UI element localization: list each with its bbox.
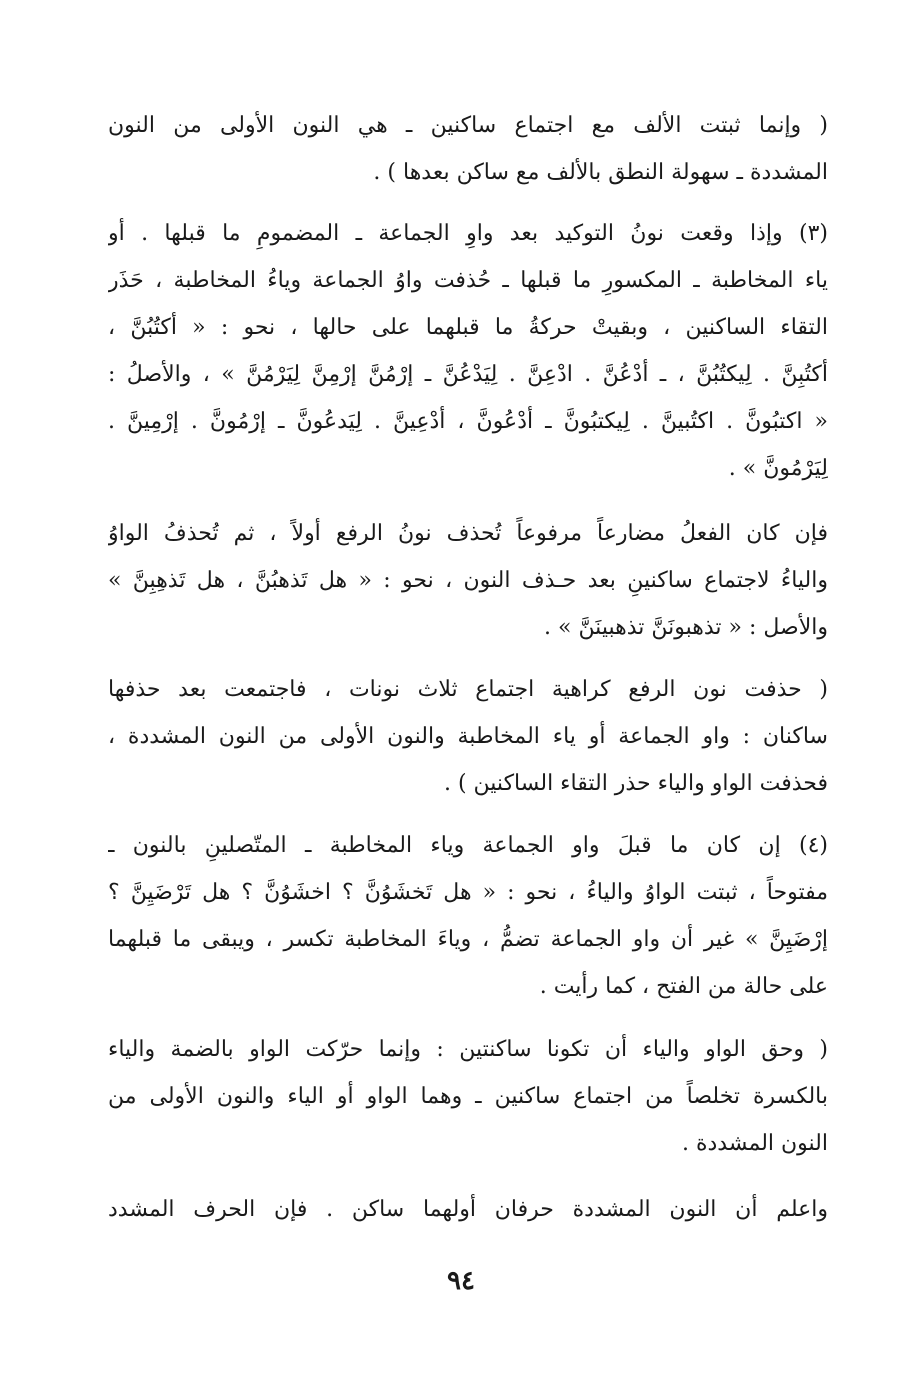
paragraph-3 (108, 510, 828, 651)
text-line: على حالة من الفتح ، كما رأيت . (539, 974, 828, 999)
text-line: بالكسرة تخلصاً من اجتماع ساكنين ـ وهما الواو أو الياء والنون الأولى من (108, 1084, 828, 1109)
page-number: ٩٤ (447, 1266, 475, 1296)
text-line: (٤) إن كان ما قبلَ واو الجماعة وياء المخاطبة ـ المتّصلينِ بالنون ـ (108, 833, 828, 858)
text-line: فإن كان الفعلُ مضارعاً مرفوعاً تُحذف نونُ الرفع أولاً ، ثم تُحذفُ الواوُ (108, 521, 828, 546)
text-line: ( وإنما ثبتت الألف مع اجتماع ساكنين ـ هي النون الأولى من النون (108, 113, 828, 138)
text-line: والياءُ لاجتماع ساكنينِ بعد حـذف النون ، نحو : « هل تَذهبُنَّ ، هل تَذهِبِنَّ » (108, 568, 828, 593)
paragraph-2 (108, 210, 828, 492)
text-line: لِيَرْمُونَّ » . (728, 456, 828, 481)
text-line: ساكنان : واو الجماعة أو ياء المخاطبة والنون الأولى من النون المشددة ، (108, 724, 828, 749)
text-line: مفتوحاً ، ثبتت الواوُ والياءُ ، نحو : « هل تَخشَوُنَّ ؟ اخشَوُنَّ ؟ هل تَرْضَيِنَّ ؟ (108, 880, 828, 905)
text-line: النون المشددة . (682, 1131, 828, 1156)
paragraph-6 (108, 1026, 828, 1167)
text-line: المشددة ـ سهولة النطق بالألف مع ساكن بعدها ) . (373, 160, 828, 185)
paragraph-5 (108, 822, 828, 1010)
paragraph-7 (108, 1186, 828, 1233)
text-line: ياء المخاطبة ـ المكسورِ ما قبلها ـ حُذفت واوُ الجماعة وياءُ المخاطبة ، حَذَر (108, 268, 828, 293)
text-line: (٣) وإذا وقعت نونُ التوكيد بعد واوِ الجماعة ـ المضمومِ ما قبلها . أو (108, 221, 828, 246)
text-line: « اكتبُونَّ . اكتُبينَّ . لِيكتبُونَّ ـ أدْعُونَّ ، أدْعِينَّ . لِيَدعُونَّ ـ إرْمُونَّ . إرْمِينَّ . (108, 409, 828, 434)
paragraph-1 (108, 102, 828, 196)
text-line: أكتُبِنَّ . لِيكتُبُنَّ ، ـ أدْعُنَّ . ادْعِنَّ . لِيَدْعُنَّ ـ إرْمُنَّ إرْمِنَّ لِيَرْمُنَّ » ، والأصلُ : (108, 362, 828, 387)
paragraph-4 (108, 666, 828, 807)
text-line: ( وحق الواو والياء أن تكونا ساكنتين : وإنما حرّكت الواو بالضمة والياء (108, 1037, 828, 1062)
text-line: واعلم أن النون المشددة حرفان أولهما ساكن . فإن الحرف المشدد (108, 1197, 828, 1222)
text-line: ( حذفت نون الرفع كراهية اجتماع ثلاث نونات ، فاجتمعت بعد حذفها (108, 677, 828, 702)
text-line: إرْضَيِنَّ » غير أن واو الجماعة تضمُّ ، وياءَ المخاطبة تكسر ، ويبقى ما قبلهما (108, 927, 828, 952)
text-line: التقاء الساكنين ، وبقيتْ حركةُ ما قبلهما على حالها ، نحو : « أكتُبُنَّ ، (108, 315, 828, 340)
text-line: فحذفت الواو والياء حذر التقاء الساكنين ) . (443, 771, 828, 796)
text-line: والأصل : « تذهبونَنَّ تذهبينَنَّ » . (544, 615, 828, 640)
